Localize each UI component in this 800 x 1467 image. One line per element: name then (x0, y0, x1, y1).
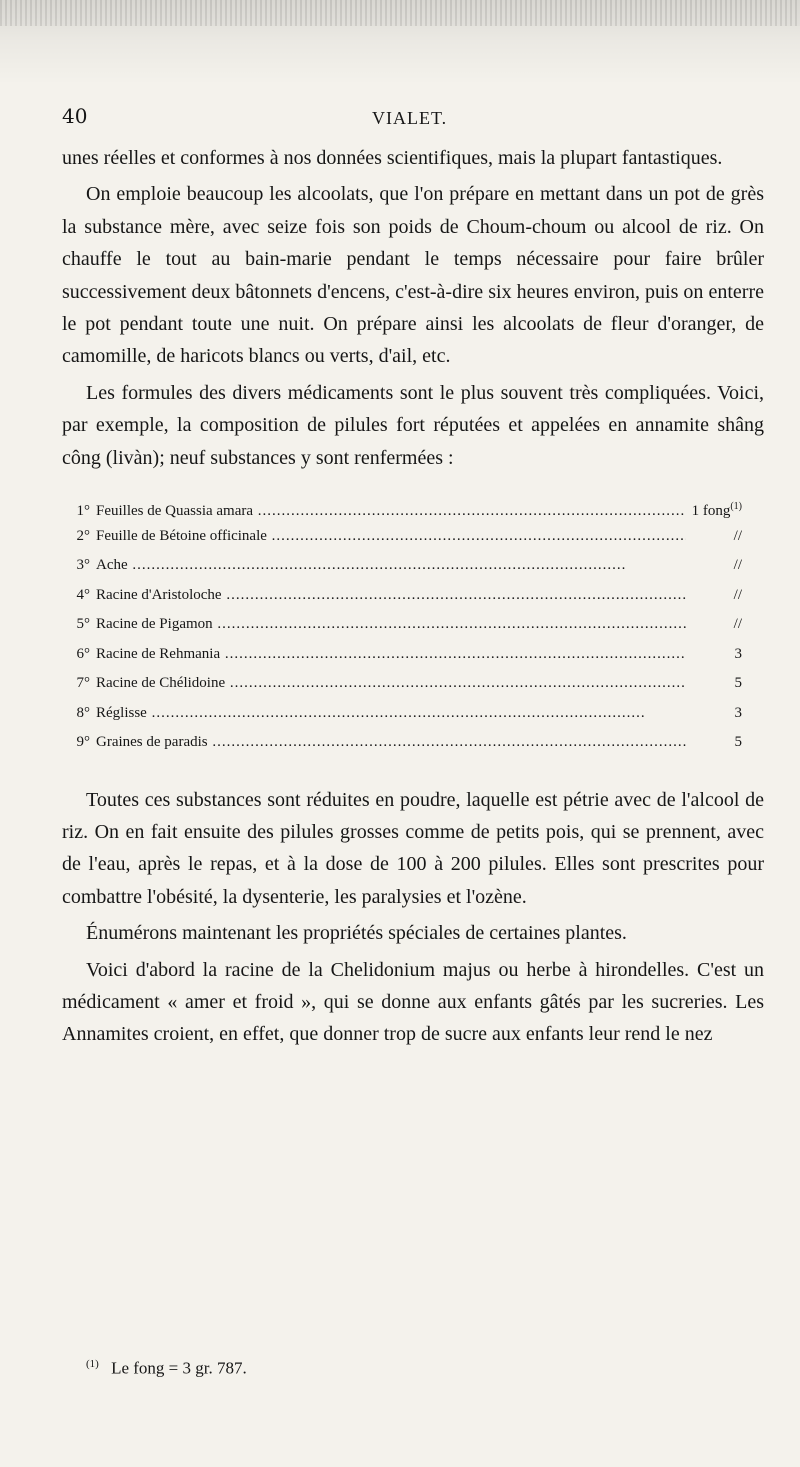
recipe-quantity: // (733, 527, 742, 544)
body-text (62, 142, 764, 474)
footnote (86, 1352, 247, 1381)
recipe-row (62, 522, 742, 552)
recipe-number: 4° (76, 586, 90, 603)
body-text-after (62, 784, 764, 1051)
paragraph-2: On emploie beaucoup les alcoolats, que l'on prépare en mettant dans un pot de grès la substance mère, avec seize fois son poids de Choum-choum ou alcool de riz. On chauffe le tout au bain-marie pendant le temps nécessaire pour faire brûler successivement deux bâtonnets d'encens, c'est-à-dire six heures environ, puis on enterre le pot pendant toute une nuit. On prépare ainsi les alcoolats de fleur d'oranger, de camomille, de haricots blancs ou verts, d'ail, etc. (62, 183, 764, 368)
page-number: 40 (62, 104, 88, 128)
recipe-row (62, 551, 742, 581)
recipe-row (62, 728, 742, 758)
recipe-quantity: 3 (734, 704, 742, 721)
page-header (62, 102, 764, 134)
recipe-row (62, 640, 742, 670)
recipe-name: Ache ..... (96, 551, 686, 581)
footnote-superscript: (1) (730, 501, 742, 513)
recipe-row (62, 669, 742, 699)
running-head: VIALET. (372, 108, 448, 128)
recipe-name: Feuilles de Quassia amara ..... (96, 497, 686, 527)
paragraph-4: Toutes ces substances sont réduites en poudre, laquelle est pétrie avec de l'alcool de riz. On en fait ensuite des pilules grosses comme de petits pois, qui se prennent, avec de l'eau, après le repas, et à la dose de 100 à 200 pilules. Elles sont prescrites pour combattre l'obésité, la dysenterie, les paralysies et l'ozène. (62, 788, 764, 908)
recipe-name: Graines de paradis ..... (96, 728, 686, 758)
paragraph-6: Voici d'abord la racine de la Chelidonium majus ou herbe à hirondelles. C'est un médicament « amer et froid », qui se donne aux enfants gâtés par les sucreries. Les Annamites croient, en effet, que donner trop de sucre aux enfants leur rend le nez (62, 958, 764, 1046)
recipe-number: 9° (76, 734, 90, 751)
recipe-number: 6° (76, 645, 90, 662)
recipe-quantity: // (733, 557, 742, 574)
recipe-number: 8° (76, 704, 90, 721)
recipe-number: 2° (76, 527, 90, 544)
recipe-number: 3° (76, 557, 90, 574)
recipe-name: Racine de Rehmania ..... (96, 640, 686, 670)
recipe-name: Réglisse ..... (96, 699, 686, 729)
paragraph-3: Les formules des divers médicaments sont le plus souvent très compliquées. Voici, par exemple, la composition de pilules fort réputées et appelées en annamite shâng công (livàn); neuf substances y sont renfermées : (62, 381, 764, 469)
paragraph-5: Énumérons maintenant les propriétés spéciales de certaines plantes. (86, 922, 627, 945)
recipe-quantity: // (733, 616, 742, 633)
recipe-number: 7° (76, 675, 90, 692)
recipe-quantity: 3 (734, 645, 742, 662)
paragraph-1: unes réelles et conformes à nos données scientifiques, mais la plupart fantastiques. (62, 147, 723, 169)
recipe-quantity: 5 (734, 734, 742, 751)
recipe-quantity-text: 1 fong (691, 503, 731, 520)
recipe-list (62, 492, 742, 758)
recipe-number: 5° (76, 616, 90, 633)
recipe-name: Feuille de Bétoine officinale ..... (96, 522, 686, 552)
recipe-quantity: 5 (734, 675, 742, 692)
footnote-text: Le fong = 3 gr. 787. (111, 1358, 247, 1378)
recipe-name: Racine de Pigamon ..... (96, 610, 686, 640)
recipe-number: 1° (76, 503, 90, 520)
recipe-row (62, 581, 742, 611)
footnote-marker: (1) (86, 1358, 99, 1370)
page-content (62, 102, 764, 1055)
recipe-name: Racine de Chélidoine ..... (96, 669, 686, 699)
recipe-row (62, 610, 742, 640)
recipe-row (62, 699, 742, 729)
scan-top-noise (0, 0, 800, 26)
recipe-row (62, 492, 742, 522)
recipe-quantity: // (733, 586, 742, 603)
recipe-name: Racine d'Aristoloche ..... (96, 581, 686, 611)
